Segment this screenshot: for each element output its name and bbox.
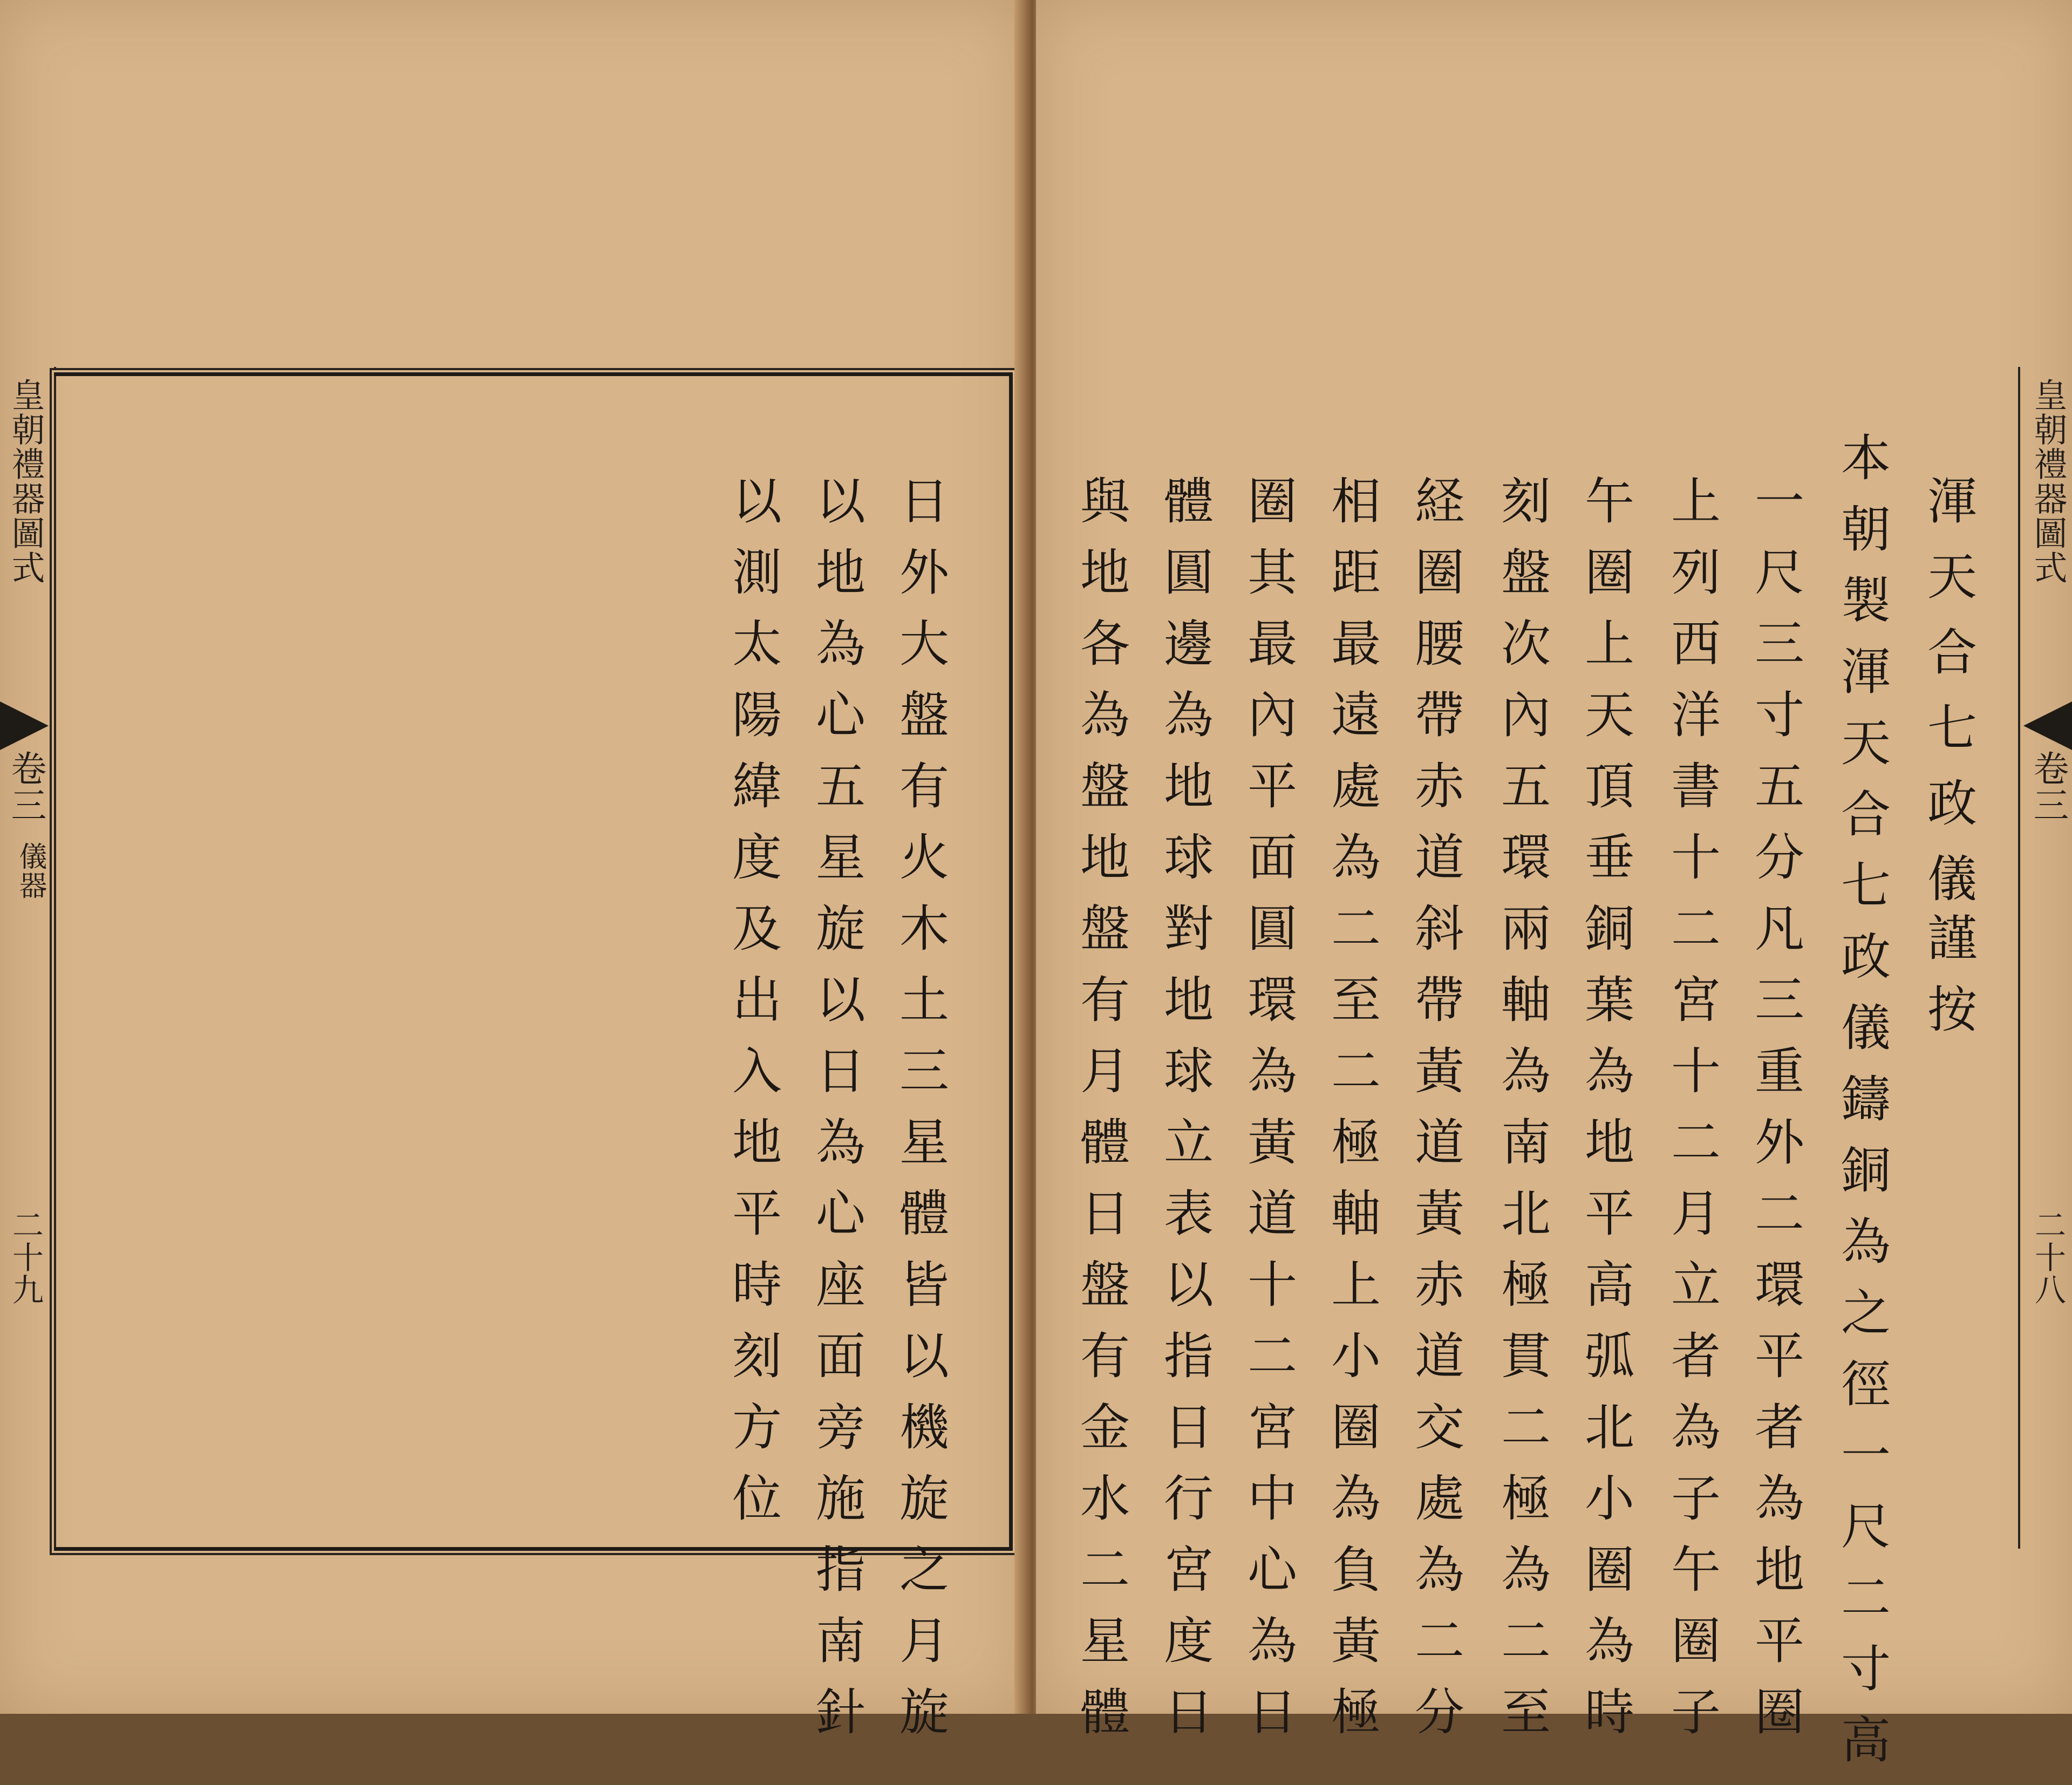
right-text-column-8: 圈其最內平面圓環為黃道十二宮中心為日 bbox=[1239, 475, 1297, 1757]
right-text-column-9: 體圓邊為地球對地球立表以指日行宮度日 bbox=[1156, 475, 1214, 1757]
right-fishtail-mark bbox=[2023, 701, 2072, 750]
right-text-column-7: 相距最遠處為二至二極軸上小圈為負黃極 bbox=[1323, 475, 1381, 1757]
right-folio-number: 二十八 bbox=[2029, 1209, 2066, 1306]
left-margin-category: 儀器 bbox=[14, 842, 46, 900]
left-margin-volume: 卷三 bbox=[5, 750, 46, 823]
left-text-column-3: 以測太陽緯度及出入地平時刻方位 bbox=[724, 475, 782, 1543]
right-text-column-2: 一尺三寸五分凡三重外二環平者為地平圈 bbox=[1747, 475, 1804, 1757]
left-fishtail-mark bbox=[0, 701, 49, 750]
right-text-column-4: 午圈上天頂垂銅葉為地平高弧北小圈為時 bbox=[1577, 475, 1634, 1757]
right-text-column-1: 本朝製渾天合七政儀鑄銅為之徑一尺二寸高 bbox=[1833, 432, 1891, 1785]
right-margin-title: 皇朝禮器圖式 bbox=[2028, 378, 2068, 585]
left-page bbox=[0, 0, 1025, 1757]
right-heading: 渾天合七政儀 bbox=[1919, 475, 1977, 928]
right-annotation-label: 謹按 bbox=[1919, 912, 1977, 1054]
right-text-column-3: 上列西洋書十二宮十二月立者為子午圈子 bbox=[1663, 475, 1721, 1757]
right-margin-volume: 卷三 bbox=[2027, 750, 2069, 823]
left-text-column-1: 日外大盤有火木土三星體皆以機旋之月旋 bbox=[891, 475, 949, 1757]
right-text-column-5: 刻盤次內五環兩軸為南北極貫二極為二至 bbox=[1493, 475, 1551, 1757]
left-folio-number: 二十九 bbox=[7, 1209, 44, 1306]
right-text-column-6: 経圈腰帶赤道斜帶黃道黃赤道交處為二分 bbox=[1407, 475, 1464, 1757]
left-margin-title: 皇朝禮器圖式 bbox=[6, 378, 45, 585]
right-text-column-10: 與地各為盤地盤有月體日盤有金水二星體 bbox=[1072, 475, 1130, 1757]
left-text-column-2: 以地為心五星旋以日為心座面旁施指南針 bbox=[808, 475, 865, 1757]
right-page bbox=[1036, 0, 2072, 1785]
left-text-frame bbox=[54, 372, 1013, 1551]
